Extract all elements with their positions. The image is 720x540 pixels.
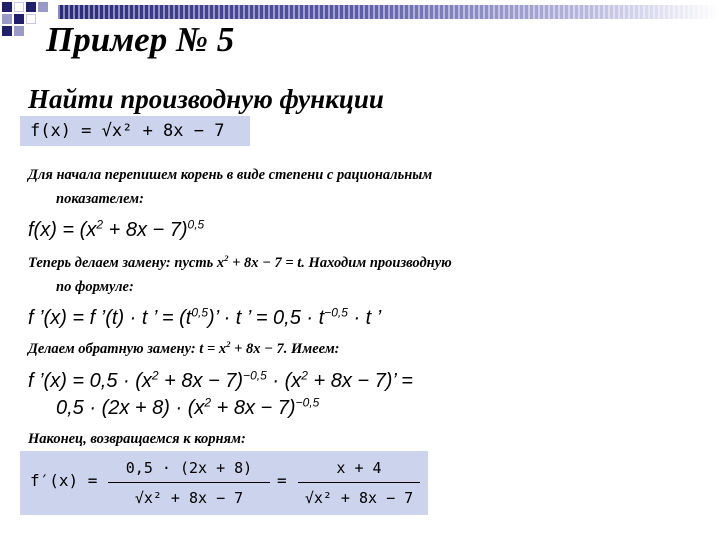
eq3-part: + 8x − 7)’ = — [307, 370, 413, 392]
eq1-part: + 8x − 7) — [103, 219, 188, 241]
eq3b-sup: 2 — [204, 395, 212, 410]
eq2-part: )’ · t ’ = 0,5 · t — [208, 307, 325, 329]
eq2-sup: −0,5 — [324, 305, 348, 320]
text3-part: + 8x − 7. Имеем: — [230, 341, 340, 357]
fraction-1-denominator: √x² + 8x − 7 — [134, 489, 244, 507]
final-equals: = — [277, 471, 287, 490]
eq1-sup: 2 — [96, 217, 104, 232]
fraction-2-numerator: x + 4 — [336, 459, 382, 477]
final-lhs: f′(x) = — [30, 471, 98, 490]
slide-title: Пример № 5 — [46, 20, 235, 59]
text3-sup: 2 — [226, 339, 231, 350]
equation-3a — [28, 370, 413, 393]
text-line-1a: Для начала перепишем корень в виде степени с рациональным — [28, 167, 433, 183]
eq3-part: · (x — [266, 370, 302, 392]
fraction-1 — [108, 451, 270, 515]
eq2-part: f ’(x) = f ’(t) · t ’ = (t — [28, 307, 192, 329]
decor-square — [14, 26, 24, 36]
decor-square — [2, 26, 12, 36]
eq3-sup: 2 — [151, 368, 159, 383]
given-formula-box — [20, 116, 250, 146]
fraction-1-numerator: 0,5 · (2x + 8) — [125, 459, 253, 477]
fraction-2-bar — [298, 482, 420, 483]
eq3b-part: 0,5 · (2x + 8) · (x — [56, 397, 205, 419]
decor-square — [2, 14, 12, 24]
fraction-1-bar — [108, 482, 270, 483]
eq3b-sup: −0,5 — [295, 395, 320, 410]
final-formula-box — [20, 451, 428, 515]
eq1-sup: 0,5 — [187, 217, 205, 232]
eq3-part: + 8x − 7) — [158, 370, 244, 392]
text-line-2b: по формуле: — [56, 279, 134, 295]
fraction-2 — [298, 451, 420, 515]
eq3-sup: −0,5 — [243, 368, 267, 383]
eq2-sup: 0,5 — [191, 305, 209, 320]
text-line-1b: показателем: — [56, 191, 144, 207]
equation-2 — [28, 307, 381, 330]
text2-part: + 8x − 7 = t. Находим производную — [228, 255, 452, 271]
decor-square — [26, 2, 36, 12]
eq3-sup: 2 — [301, 368, 308, 383]
given-formula: f(x) = √x² + 8x − 7 — [30, 121, 225, 141]
decor-square — [26, 14, 36, 24]
eq1-part: f(x) = (x — [28, 219, 97, 241]
eq2-part: · t ’ — [347, 307, 382, 329]
task-heading: Найти производную функции — [28, 84, 384, 114]
decor-square — [14, 2, 24, 12]
equation-1 — [28, 219, 204, 242]
text-line-3 — [28, 341, 339, 358]
decor-square — [38, 2, 48, 12]
text2-sup: 2 — [224, 253, 229, 264]
decor-square — [2, 2, 12, 12]
text3-part: Делаем обратную замену: t = x — [28, 341, 227, 357]
eq3b-part: + 8x − 7) — [211, 397, 296, 419]
text-line-2a — [28, 255, 452, 272]
text-line-4: Наконец, возвращаемся к корням: — [28, 431, 246, 447]
fraction-2-denominator: √x² + 8x − 7 — [304, 489, 414, 507]
decor-square — [14, 14, 24, 24]
equation-3b — [56, 397, 319, 420]
text2-part: Теперь делаем замену: пусть x — [28, 255, 225, 271]
eq3-part: f ’(x) = 0,5 · (x — [28, 370, 152, 392]
header-strip-pattern — [58, 5, 720, 19]
